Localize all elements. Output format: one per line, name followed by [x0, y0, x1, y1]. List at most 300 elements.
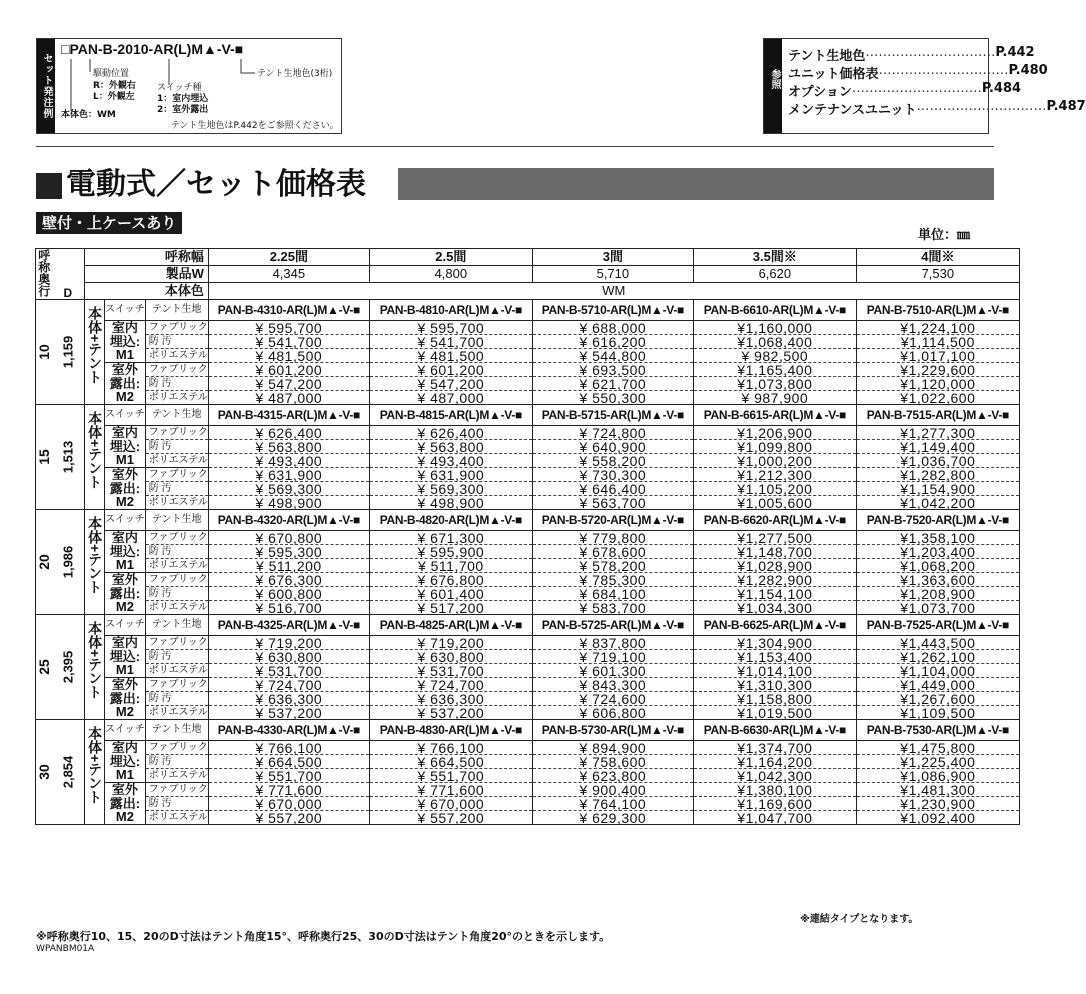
model-code: PAN-B-4310-AR(L)M▲-V-■: [208, 300, 369, 321]
drive-position-title: 駆動位置: [93, 69, 130, 79]
model-code: PAN-B-4815-AR(L)M▲-V-■: [369, 405, 532, 426]
price-cell: ¥1,374,700: [693, 741, 856, 755]
body-tent-label: 本体+テント: [87, 621, 104, 700]
depth-value: 20: [35, 554, 52, 570]
price-cell: ¥1,169,600: [693, 797, 856, 811]
price-cell: ¥ 498,900: [369, 496, 532, 510]
price-cell: ¥1,036,700: [856, 454, 1019, 468]
price-cell: ¥ 616,200: [532, 335, 693, 349]
price-cell: ¥ 557,200: [369, 811, 532, 825]
mount-label: M1: [105, 769, 146, 783]
mount-label: 埋込:: [105, 545, 146, 559]
price-cell: ¥ 601,200: [208, 363, 369, 377]
mount-label: 室外: [105, 573, 146, 587]
page-title: 電動式／セット価格表: [66, 167, 366, 202]
fabric-label: 防 汚: [145, 650, 208, 664]
title-bar: [398, 168, 994, 200]
price-cell: ¥ 498,900: [208, 496, 369, 510]
fabric-label: ファブリック: [145, 741, 208, 755]
switch-header: スイッチ: [105, 720, 146, 741]
price-cell: ¥ 563,700: [532, 496, 693, 510]
price-cell: ¥1,229,600: [856, 363, 1019, 377]
mount-label: M1: [105, 559, 146, 573]
fabric-label: 防 汚: [145, 587, 208, 601]
tent-header: テント生地: [145, 720, 208, 741]
d-cell: [52, 510, 85, 615]
tent-color-note: テント生地色(3桁): [257, 69, 333, 79]
price-cell: ¥1,000,200: [693, 454, 856, 468]
price-cell: ¥1,225,400: [856, 755, 1019, 769]
reference-box: [763, 38, 1086, 134]
price-cell: ¥1,267,600: [856, 692, 1019, 706]
fabric-label: 防 汚: [145, 482, 208, 496]
fabric-label: ファブリック: [145, 468, 208, 482]
body-color-label: 本体色: [85, 283, 209, 300]
tent-header: テント生地: [145, 615, 208, 636]
price-cell: ¥ 693,500: [532, 363, 693, 377]
model-code: PAN-B-4820-AR(L)M▲-V-■: [369, 510, 532, 531]
tent-color-reference-note: テント生地色はP.442をご参照ください。: [171, 121, 339, 131]
fabric-label: ポリエステル: [145, 664, 208, 678]
mount-label: 室内: [105, 321, 146, 335]
width-header: 3.5間※: [693, 249, 856, 266]
price-cell: ¥ 595,700: [369, 321, 532, 335]
depth-value: 25: [35, 659, 52, 675]
price-cell: ¥ 547,200: [369, 377, 532, 391]
price-cell: ¥ 843,300: [532, 678, 693, 692]
price-cell: ¥ 724,700: [369, 678, 532, 692]
price-cell: ¥ 630,800: [369, 650, 532, 664]
header-rule: [36, 146, 994, 147]
price-cell: ¥ 531,700: [208, 664, 369, 678]
price-cell: ¥1,154,900: [856, 482, 1019, 496]
model-code: PAN-B-5730-AR(L)M▲-V-■: [532, 720, 693, 741]
price-cell: ¥ 730,300: [532, 468, 693, 482]
price-cell: ¥1,148,700: [693, 545, 856, 559]
price-cell: ¥1,092,400: [856, 811, 1019, 825]
price-cell: ¥ 678,600: [532, 545, 693, 559]
price-cell: ¥ 626,400: [369, 426, 532, 440]
fabric-label: 防 汚: [145, 377, 208, 391]
d-header: D: [52, 249, 85, 300]
d-cell: [52, 300, 85, 405]
model-code: PAN-B-4320-AR(L)M▲-V-■: [208, 510, 369, 531]
price-cell: ¥ 664,500: [208, 755, 369, 769]
price-cell: ¥ 982,500: [693, 349, 856, 363]
switch-header: スイッチ: [105, 615, 146, 636]
switch-header: スイッチ: [105, 510, 146, 531]
price-cell: ¥ 493,400: [208, 454, 369, 468]
price-cell: ¥ 551,700: [369, 769, 532, 783]
price-cell: ¥1,068,200: [856, 559, 1019, 573]
price-cell: ¥ 670,800: [208, 531, 369, 545]
price-cell: ¥ 551,700: [208, 769, 369, 783]
model-code: PAN-B-4315-AR(L)M▲-V-■: [208, 405, 369, 426]
price-cell: ¥ 600,800: [208, 587, 369, 601]
price-cell: ¥1,380,100: [693, 783, 856, 797]
reference-row: メンテナンスユニット ………………………… P.487: [788, 99, 1086, 118]
price-cell: ¥1,042,200: [856, 496, 1019, 510]
mount-label: 露出:: [105, 797, 146, 811]
fabric-label: ポリエステル: [145, 454, 208, 468]
model-code: PAN-B-6610-AR(L)M▲-V-■: [693, 300, 856, 321]
price-cell: ¥ 481,500: [208, 349, 369, 363]
price-cell: ¥ 487,000: [369, 391, 532, 405]
price-cell: ¥1,028,900: [693, 559, 856, 573]
price-cell: ¥ 541,700: [208, 335, 369, 349]
price-cell: ¥ 676,800: [369, 573, 532, 587]
price-cell: ¥1,282,900: [693, 573, 856, 587]
price-cell: ¥1,005,600: [693, 496, 856, 510]
price-cell: ¥ 569,300: [208, 482, 369, 496]
price-cell: ¥ 766,100: [369, 741, 532, 755]
model-code: PAN-B-4325-AR(L)M▲-V-■: [208, 615, 369, 636]
price-cell: ¥1,022,600: [856, 391, 1019, 405]
price-cell: ¥1,105,200: [693, 482, 856, 496]
mount-label: 室外: [105, 363, 146, 377]
mount-label: 露出:: [105, 692, 146, 706]
fabric-label: ポリエステル: [145, 349, 208, 363]
price-cell: ¥ 676,300: [208, 573, 369, 587]
price-cell: ¥1,475,800: [856, 741, 1019, 755]
switch-header: スイッチ: [105, 405, 146, 426]
price-cell: ¥1,120,000: [856, 377, 1019, 391]
model-code: PAN-B-4830-AR(L)M▲-V-■: [369, 720, 532, 741]
body-tent-label: 本体+テント: [87, 411, 104, 490]
price-cell: ¥1,153,400: [693, 650, 856, 664]
order-model-code: □PAN-B-2010-AR(L)M▲-V-■: [61, 41, 244, 57]
price-cell: ¥1,165,400: [693, 363, 856, 377]
model-code: PAN-B-7515-AR(L)M▲-V-■: [856, 405, 1019, 426]
mount-label: M1: [105, 664, 146, 678]
model-code: PAN-B-5715-AR(L)M▲-V-■: [532, 405, 693, 426]
depth-cell: [36, 300, 52, 405]
price-cell: ¥ 595,300: [208, 545, 369, 559]
tent-header: テント生地: [145, 300, 208, 321]
mount-label: 露出:: [105, 587, 146, 601]
body-tent-label: 本体+テント: [87, 306, 104, 385]
mount-label: 露出:: [105, 377, 146, 391]
price-cell: ¥ 487,000: [208, 391, 369, 405]
price-cell: ¥ 531,700: [369, 664, 532, 678]
price-cell: ¥ 547,200: [208, 377, 369, 391]
document-code: WPANBM01A: [36, 944, 95, 954]
mount-label: 埋込:: [105, 755, 146, 769]
price-cell: ¥ 900,400: [532, 783, 693, 797]
price-cell: ¥ 623,800: [532, 769, 693, 783]
d-value: 2,854: [59, 755, 75, 789]
price-cell: ¥ 724,600: [532, 692, 693, 706]
linked-type-note: ※連結タイプとなります。: [800, 914, 919, 925]
reference-label: 参照: [764, 39, 782, 133]
d-value: 1,159: [59, 335, 75, 369]
price-cell: ¥ 563,800: [369, 440, 532, 454]
model-code: PAN-B-6620-AR(L)M▲-V-■: [693, 510, 856, 531]
mount-label: M1: [105, 454, 146, 468]
price-cell: ¥1,034,300: [693, 601, 856, 615]
order-example-label: セット発注例: [37, 39, 55, 133]
switch-type-1: 1：室内埋込: [157, 94, 209, 104]
d-cell: [52, 615, 85, 720]
model-code: PAN-B-4810-AR(L)M▲-V-■: [369, 300, 532, 321]
model-code: PAN-B-5725-AR(L)M▲-V-■: [532, 615, 693, 636]
fabric-label: ファブリック: [145, 426, 208, 440]
price-cell: ¥ 630,800: [208, 650, 369, 664]
body-tent-cell: [85, 615, 105, 720]
price-cell: ¥ 785,300: [532, 573, 693, 587]
fabric-label: 防 汚: [145, 440, 208, 454]
model-code: PAN-B-7510-AR(L)M▲-V-■: [856, 300, 1019, 321]
depth-cell: [36, 615, 52, 720]
price-cell: ¥1,277,500: [693, 531, 856, 545]
price-cell: ¥ 631,900: [208, 468, 369, 482]
price-cell: ¥1,230,900: [856, 797, 1019, 811]
body-tent-cell: [85, 720, 105, 825]
mount-label: 埋込:: [105, 335, 146, 349]
mount-label: M2: [105, 391, 146, 405]
product-w-label: 製品W: [85, 266, 209, 283]
price-cell: ¥ 516,700: [208, 601, 369, 615]
price-cell: ¥ 636,300: [208, 692, 369, 706]
mount-label: 室内: [105, 741, 146, 755]
d-value: 1,513: [59, 440, 75, 474]
price-cell: ¥ 537,200: [208, 706, 369, 720]
price-cell: ¥1,358,100: [856, 531, 1019, 545]
price-cell: ¥1,154,100: [693, 587, 856, 601]
price-cell: ¥ 558,200: [532, 454, 693, 468]
reference-row: ユニット価格表 ………………………… P.480: [788, 63, 1048, 82]
fabric-label: ファブリック: [145, 636, 208, 650]
price-cell: ¥ 719,200: [369, 636, 532, 650]
product-w-value: 4,800: [369, 266, 532, 283]
price-cell: ¥ 719,200: [208, 636, 369, 650]
body-tent-label: 本体+テント: [87, 726, 104, 805]
mount-label: 室内: [105, 426, 146, 440]
d-cell: [52, 720, 85, 825]
price-cell: ¥ 837,800: [532, 636, 693, 650]
price-cell: ¥ 595,700: [208, 321, 369, 335]
drive-position-r: R：外観右: [93, 81, 136, 91]
price-cell: ¥1,109,500: [856, 706, 1019, 720]
price-cell: ¥ 626,400: [208, 426, 369, 440]
price-cell: ¥1,114,500: [856, 335, 1019, 349]
price-cell: ¥ 670,000: [369, 797, 532, 811]
order-example-box: [36, 38, 342, 134]
price-cell: ¥ 640,900: [532, 440, 693, 454]
price-cell: ¥ 537,200: [369, 706, 532, 720]
mount-label: M2: [105, 601, 146, 615]
price-cell: ¥1,017,100: [856, 349, 1019, 363]
price-cell: ¥ 569,300: [369, 482, 532, 496]
price-cell: ¥ 583,700: [532, 601, 693, 615]
fabric-label: ポリエステル: [145, 559, 208, 573]
price-cell: ¥1,277,300: [856, 426, 1019, 440]
d-value: 2,395: [59, 650, 75, 684]
mount-label: 室外: [105, 468, 146, 482]
price-cell: ¥1,443,500: [856, 636, 1019, 650]
price-cell: ¥ 595,900: [369, 545, 532, 559]
price-cell: ¥1,481,300: [856, 783, 1019, 797]
price-cell: ¥ 771,600: [369, 783, 532, 797]
product-w-value: 7,530: [856, 266, 1019, 283]
mount-label: 室内: [105, 636, 146, 650]
switch-type-title: スイッチ種: [157, 83, 202, 93]
mount-label: M2: [105, 496, 146, 510]
mount-label: 露出:: [105, 482, 146, 496]
body-color-note: 本体色：WM: [61, 110, 116, 120]
price-cell: ¥ 544,800: [532, 349, 693, 363]
mount-label: 埋込:: [105, 650, 146, 664]
product-w-value: 5,710: [532, 266, 693, 283]
price-cell: ¥ 670,000: [208, 797, 369, 811]
depth-cell: [36, 510, 52, 615]
price-cell: ¥ 629,300: [532, 811, 693, 825]
price-cell: ¥ 621,700: [532, 377, 693, 391]
fabric-label: 防 汚: [145, 545, 208, 559]
order-leader-lines: [37, 39, 341, 133]
fabric-label: ファブリック: [145, 531, 208, 545]
d-cell: [52, 405, 85, 510]
fabric-label: ポリエステル: [145, 769, 208, 783]
width-header: 3間: [532, 249, 693, 266]
price-cell: ¥ 550,300: [532, 391, 693, 405]
price-cell: ¥ 511,700: [369, 559, 532, 573]
fabric-label: ファブリック: [145, 363, 208, 377]
model-code: PAN-B-6630-AR(L)M▲-V-■: [693, 720, 856, 741]
depth-header-label: 呼称奥行: [36, 249, 51, 297]
tent-header: テント生地: [145, 510, 208, 531]
fabric-label: 防 汚: [145, 335, 208, 349]
price-cell: ¥1,212,300: [693, 468, 856, 482]
price-cell: ¥1,158,800: [693, 692, 856, 706]
product-w-value: 6,620: [693, 266, 856, 283]
price-cell: ¥1,042,300: [693, 769, 856, 783]
price-cell: ¥1,104,000: [856, 664, 1019, 678]
price-cell: ¥1,014,100: [693, 664, 856, 678]
price-table: [35, 248, 1020, 825]
body-tent-cell: [85, 300, 105, 405]
price-cell: ¥ 557,200: [208, 811, 369, 825]
price-cell: ¥ 601,200: [369, 363, 532, 377]
body-color-value: WM: [208, 283, 1019, 300]
price-cell: ¥1,073,700: [856, 601, 1019, 615]
model-code: PAN-B-5710-AR(L)M▲-V-■: [532, 300, 693, 321]
depth-cell: [36, 405, 52, 510]
mount-label: 室外: [105, 783, 146, 797]
mount-label: M1: [105, 349, 146, 363]
price-cell: ¥ 493,400: [369, 454, 532, 468]
price-cell: ¥ 771,600: [208, 783, 369, 797]
price-cell: ¥ 724,800: [532, 426, 693, 440]
price-cell: ¥ 511,200: [208, 559, 369, 573]
price-cell: ¥1,068,400: [693, 335, 856, 349]
d-value: 1,986: [59, 545, 75, 579]
fabric-label: ポリエステル: [145, 391, 208, 405]
price-cell: ¥1,203,400: [856, 545, 1019, 559]
mount-label: 室内: [105, 531, 146, 545]
price-cell: ¥1,073,800: [693, 377, 856, 391]
fabric-label: ファブリック: [145, 678, 208, 692]
mount-label: 室外: [105, 678, 146, 692]
drive-position-l: L：外観左: [93, 92, 135, 102]
model-code: PAN-B-4825-AR(L)M▲-V-■: [369, 615, 532, 636]
price-cell: ¥ 987,900: [693, 391, 856, 405]
mount-label: M2: [105, 706, 146, 720]
price-cell: ¥ 601,300: [532, 664, 693, 678]
price-cell: ¥1,149,400: [856, 440, 1019, 454]
fabric-label: 防 汚: [145, 755, 208, 769]
price-cell: ¥ 646,400: [532, 482, 693, 496]
model-code: PAN-B-7520-AR(L)M▲-V-■: [856, 510, 1019, 531]
width-label: 呼称幅: [85, 249, 209, 266]
product-w-value: 4,345: [208, 266, 369, 283]
price-cell: ¥1,206,900: [693, 426, 856, 440]
fabric-label: ポリエステル: [145, 601, 208, 615]
fabric-label: ポリエステル: [145, 811, 208, 825]
model-code: PAN-B-7530-AR(L)M▲-V-■: [856, 720, 1019, 741]
price-cell: ¥ 601,400: [369, 587, 532, 601]
price-cell: ¥1,164,200: [693, 755, 856, 769]
fabric-label: ポリエステル: [145, 706, 208, 720]
price-cell: ¥ 606,800: [532, 706, 693, 720]
width-header: 2.5間: [369, 249, 532, 266]
fabric-label: ファブリック: [145, 783, 208, 797]
price-cell: ¥ 766,100: [208, 741, 369, 755]
width-header: 4間※: [856, 249, 1019, 266]
body-tent-cell: [85, 405, 105, 510]
price-cell: ¥ 636,300: [369, 692, 532, 706]
fabric-label: 防 汚: [145, 797, 208, 811]
price-cell: ¥1,262,100: [856, 650, 1019, 664]
fabric-label: ポリエステル: [145, 496, 208, 510]
price-cell: ¥ 719,100: [532, 650, 693, 664]
price-cell: ¥ 671,300: [369, 531, 532, 545]
switch-header: スイッチ: [105, 300, 146, 321]
price-cell: ¥1,449,000: [856, 678, 1019, 692]
d-dimension-note: ※呼称奥行10、15、20のD寸法はテント角度15°、呼称奥行25、30のD寸法はテント角度20°のときを示します。: [36, 930, 611, 943]
mount-label: 埋込:: [105, 440, 146, 454]
fabric-label: 防 汚: [145, 692, 208, 706]
price-cell: ¥ 578,200: [532, 559, 693, 573]
fabric-label: ファブリック: [145, 573, 208, 587]
price-cell: ¥1,304,900: [693, 636, 856, 650]
switch-type-2: 2：室外露出: [157, 105, 209, 115]
price-cell: ¥1,282,800: [856, 468, 1019, 482]
price-cell: ¥ 688,000: [532, 321, 693, 335]
price-cell: ¥ 481,500: [369, 349, 532, 363]
model-code: PAN-B-7525-AR(L)M▲-V-■: [856, 615, 1019, 636]
model-code: PAN-B-5720-AR(L)M▲-V-■: [532, 510, 693, 531]
price-cell: ¥ 758,600: [532, 755, 693, 769]
price-cell: ¥ 631,900: [369, 468, 532, 482]
body-tent-cell: [85, 510, 105, 615]
depth-cell: [36, 720, 52, 825]
reference-row: テント生地色 ………………………… P.442: [788, 45, 1035, 64]
section-subtitle: 壁付・上ケースあり: [36, 212, 182, 234]
body-tent-label: 本体+テント: [87, 516, 104, 595]
price-cell: ¥ 779,800: [532, 531, 693, 545]
price-cell: ¥1,363,600: [856, 573, 1019, 587]
model-code: PAN-B-6615-AR(L)M▲-V-■: [693, 405, 856, 426]
price-cell: ¥1,086,900: [856, 769, 1019, 783]
depth-header: [36, 249, 52, 300]
price-cell: ¥1,224,100: [856, 321, 1019, 335]
price-cell: ¥ 764,100: [532, 797, 693, 811]
fabric-label: ファブリック: [145, 321, 208, 335]
depth-value: 15: [35, 449, 52, 465]
unit-label: 単位：㎜: [918, 228, 971, 243]
title-square-icon: [36, 173, 62, 199]
